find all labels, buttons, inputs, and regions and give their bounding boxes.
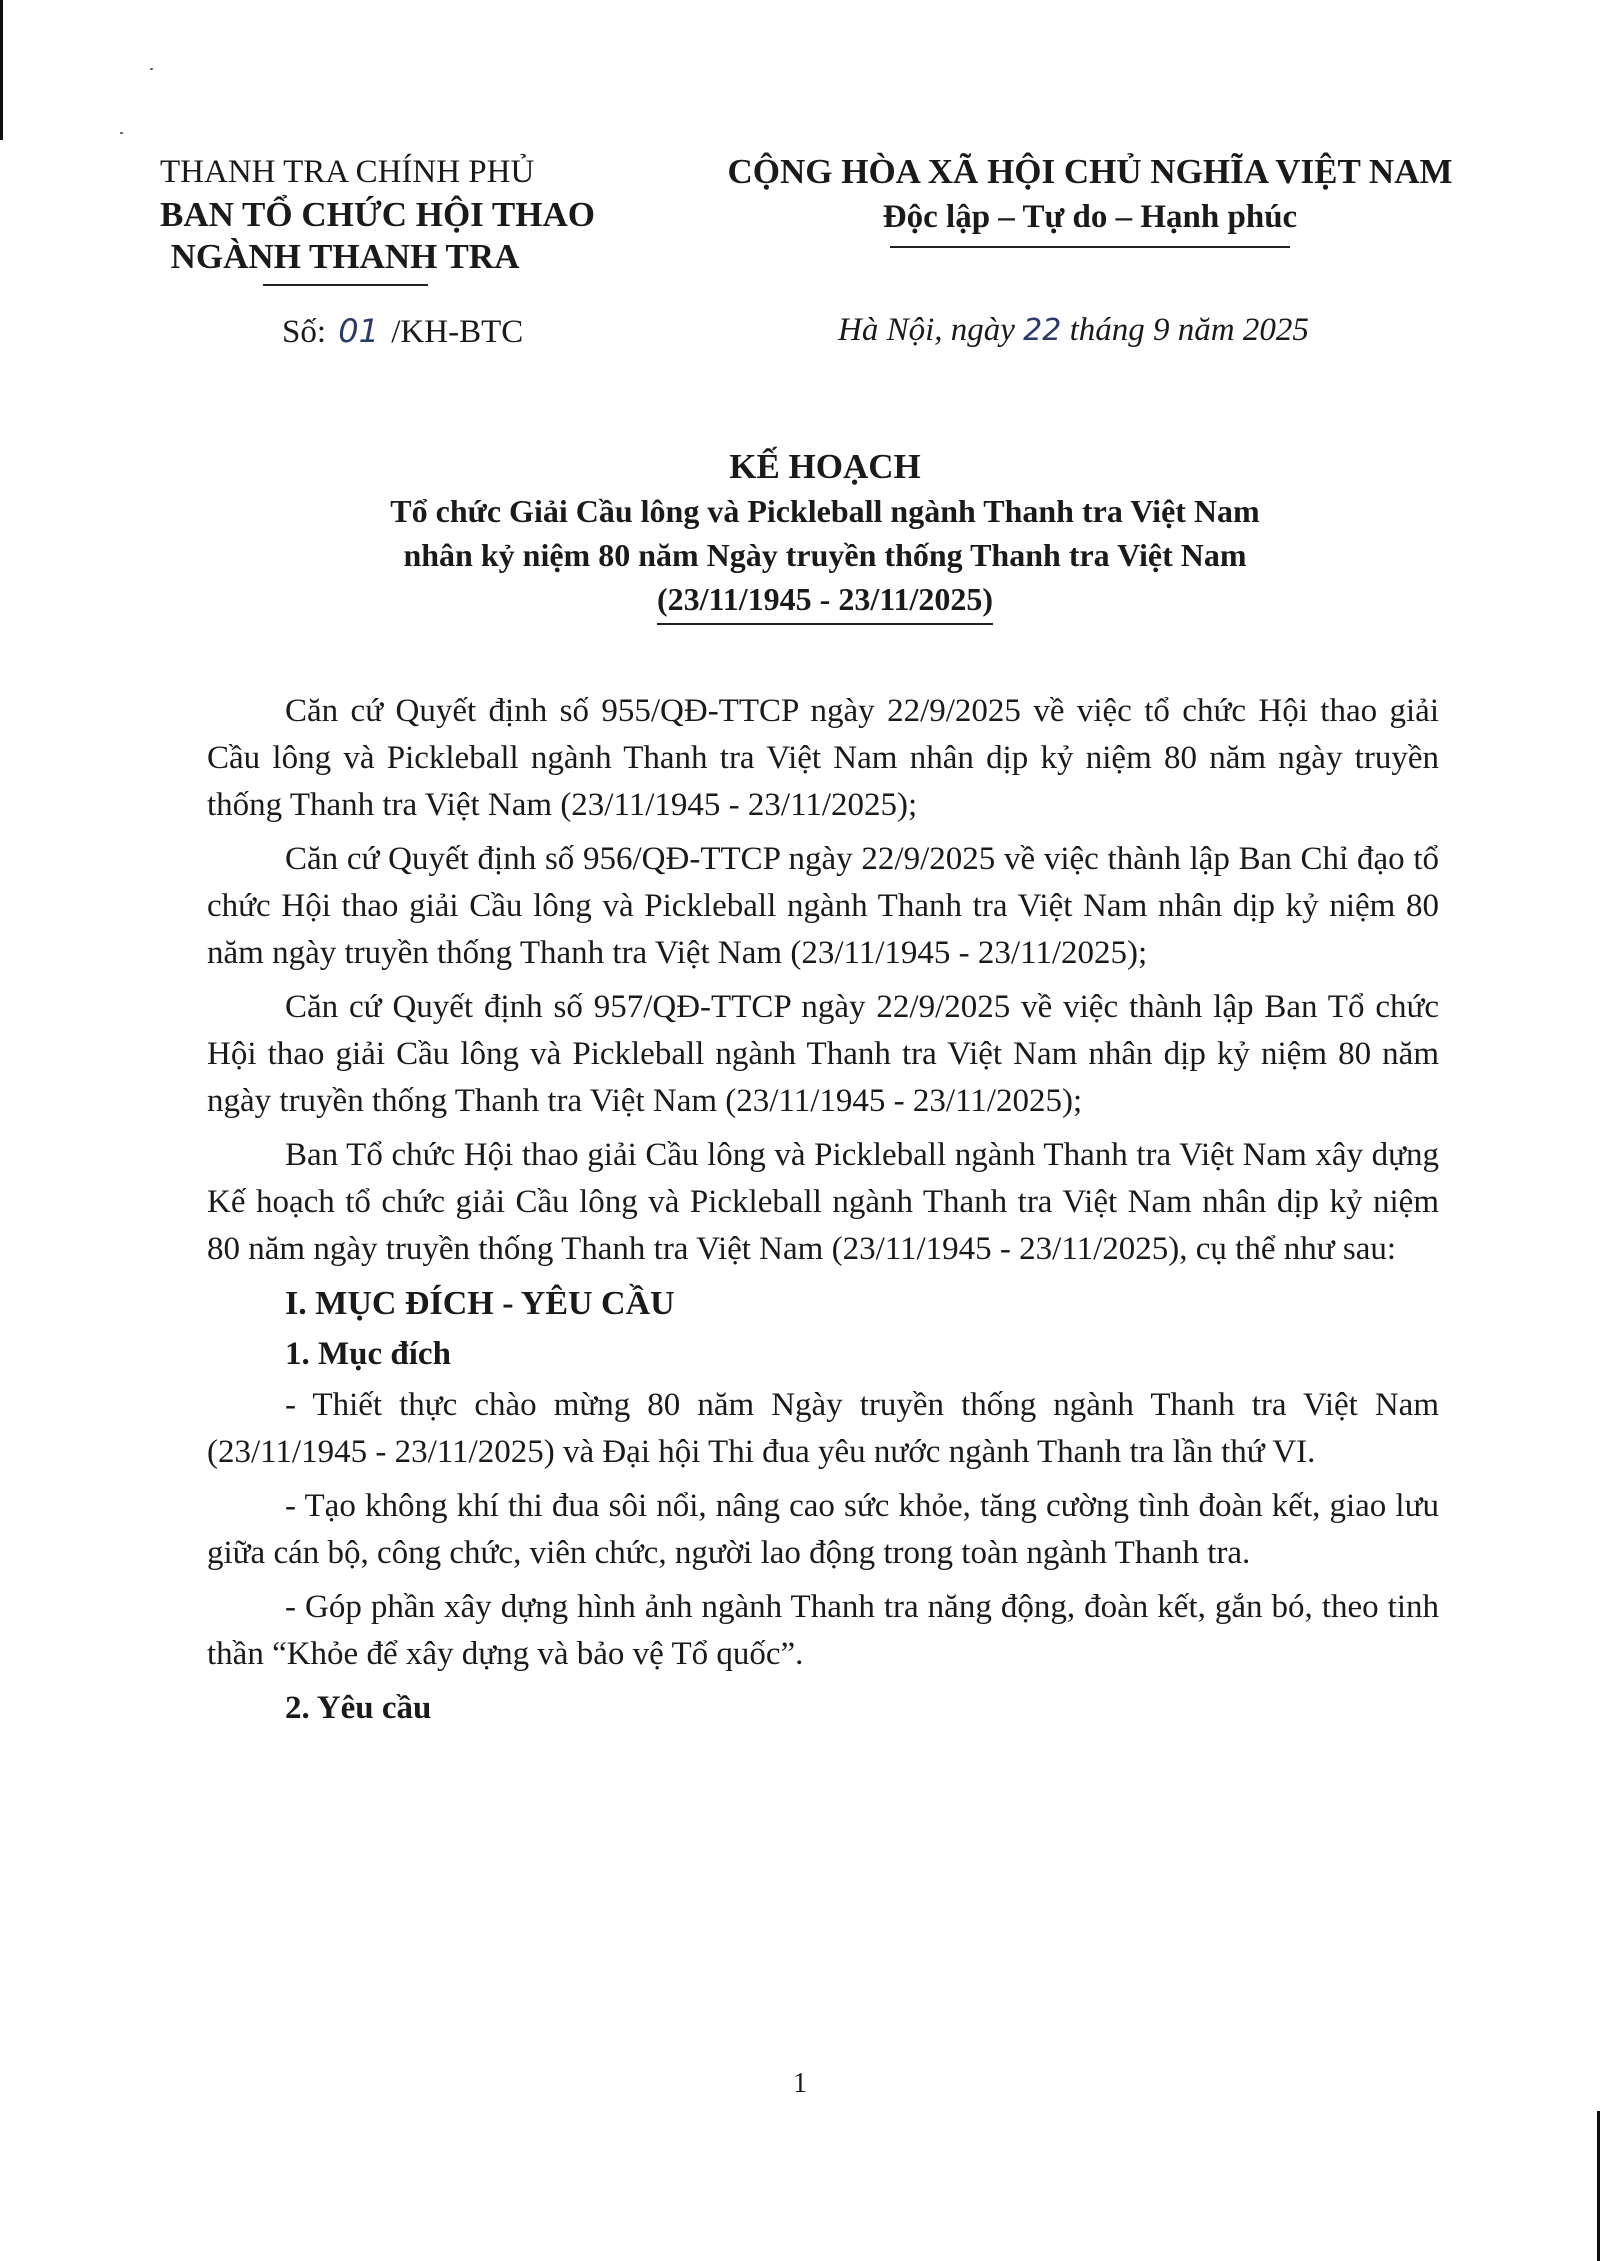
document-type-title: KẾ HOẠCH <box>729 447 921 486</box>
page-number: 1 <box>793 2068 807 2099</box>
scan-edge-mark-left <box>0 0 3 140</box>
national-title-block <box>700 150 1480 248</box>
motto-underline <box>890 246 1290 248</box>
legal-basis-paragraph-2: Căn cứ Quyết định số 956/QĐ-TTCP ngày 22/9/2025 về việc thành lập Ban Chỉ đạo tổ chức Hội thao giải Cầu lông và Pickleball ngành Thanh tra Việt Nam nhân dịp kỷ niệm 80 năm ngày truyền thống Thanh tra Việt Nam (23/11/1945 - 23/11/2025); <box>207 841 1439 971</box>
title-line-2: nhân kỷ niệm 80 năm Ngày truyền thống Thanh tra Việt Nam <box>403 537 1247 573</box>
date-prefix: Hà Nội, ngày <box>838 312 1015 348</box>
scan-dust-speck <box>120 132 123 134</box>
document-number-suffix: /KH-BTC <box>391 314 524 350</box>
legal-basis-paragraph-3: Căn cứ Quyết định số 957/QĐ-TTCP ngày 22/9/2025 về việc thành lập Ban Tổ chức Hội thao giải Cầu lông và Pickleball ngành Thanh tra Việt Nam nhân dịp kỷ niệm 80 năm ngày truyền thống Thanh tra Việt Nam (23/11/1945 - 23/11/2025); <box>207 989 1439 1119</box>
purpose-item-3: - Góp phần xây dựng hình ảnh ngành Thanh tra năng động, đoàn kết, gắn bó, theo tinh thần “Khỏe để xây dựng và bảo vệ Tổ quốc”. <box>207 1589 1439 1672</box>
issuing-agency-block <box>160 150 595 286</box>
date-day-handwritten: 22 <box>1023 313 1062 348</box>
subsection-heading-purpose: 1. Mục đích <box>285 1336 451 1372</box>
committee-name-line1: BAN TỔ CHỨC HỘI THAO <box>160 195 595 234</box>
date-suffix: tháng 9 năm 2025 <box>1069 312 1309 348</box>
document-number <box>282 312 523 351</box>
purpose-item-2: - Tạo không khí thi đua sôi nổi, nâng cao sức khỏe, tăng cường tình đoàn kết, giao lưu giữa cán bộ, công chức, viên chức, người lao động trong toàn ngành Thanh tra. <box>207 1488 1439 1571</box>
country-name: CỘNG HÒA XÃ HỘI CHỦ NGHĨA VIỆT NAM <box>727 152 1453 191</box>
document-title-block <box>200 445 1450 625</box>
document-number-prefix: Số: <box>282 314 327 350</box>
subsection-heading-requirements: 2. Yêu cầu <box>285 1690 432 1726</box>
title-date-range: (23/11/1945 - 23/11/2025) <box>657 577 993 625</box>
document-body <box>207 688 1439 1736</box>
scan-dust-speck <box>150 68 153 70</box>
title-line-1: Tổ chức Giải Cầu lông và Pickleball ngành Thanh tra Việt Nam <box>390 493 1260 529</box>
place-and-date <box>838 312 1309 349</box>
agency-underline <box>263 284 428 286</box>
legal-basis-paragraph-1: Căn cứ Quyết định số 955/QĐ-TTCP ngày 22/9/2025 về việc tổ chức Hội thao giải Cầu lông và Pickleball ngành Thanh tra Việt Nam nhân dịp kỷ niệm 80 năm ngày truyền thống Thanh tra Việt Nam (23/11/1945 - 23/11/2025); <box>207 693 1439 823</box>
committee-name-line2: NGÀNH THANH TRA <box>170 237 520 276</box>
national-motto: Độc lập – Tự do – Hạnh phúc <box>882 199 1298 235</box>
agency-name: THANH TRA CHÍNH PHỦ <box>160 154 535 190</box>
intro-paragraph: Ban Tổ chức Hội thao giải Cầu lông và Pickleball ngành Thanh tra Việt Nam xây dựng Kế hoạch tổ chức giải Cầu lông và Pickleball ngành Thanh tra Việt Nam nhân dịp kỷ niệm 80 năm ngày truyền thống Thanh tra Việt Nam (23/11/1945 - 23/11/2025), cụ thể như sau: <box>207 1137 1439 1267</box>
section-heading-1: I. MỤC ĐÍCH - YÊU CẦU <box>285 1285 675 1322</box>
purpose-item-1: - Thiết thực chào mừng 80 năm Ngày truyền thống ngành Thanh tra Việt Nam (23/11/1945 - 23/11/2025) và Đại hội Thi đua yêu nước ngành Thanh tra lần thứ VI. <box>207 1387 1439 1470</box>
document-number-handwritten: 01 <box>338 312 379 350</box>
